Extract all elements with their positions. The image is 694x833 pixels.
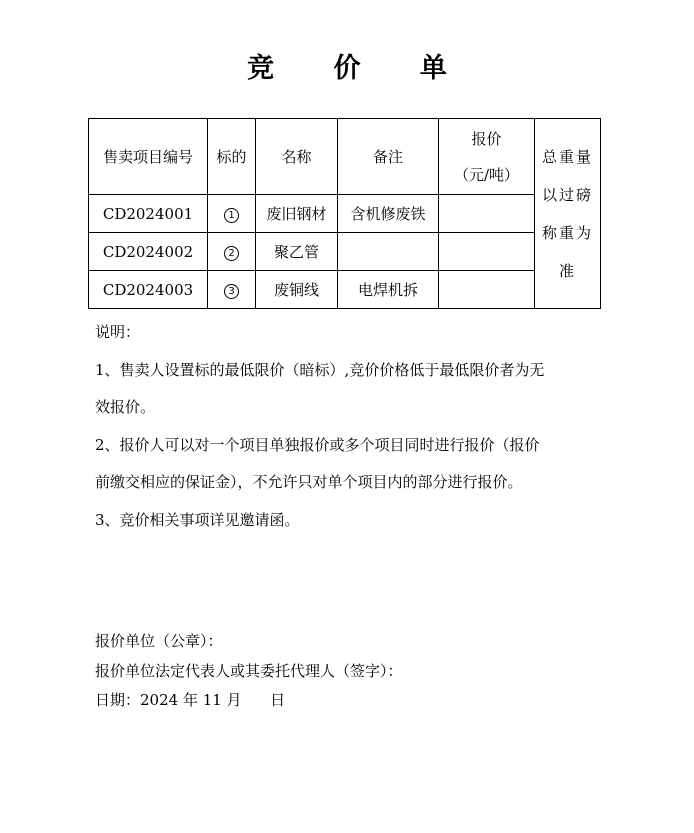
cell-name: 废铜线 [256, 271, 338, 309]
weight-note-line4: 准 [558, 261, 576, 280]
header-lot: 标的 [208, 119, 256, 195]
page-title: 竞 价 单 [247, 53, 472, 84]
cell-item-no: CD2024002 [89, 233, 208, 271]
lot-number-badge: 2 [224, 246, 239, 261]
table-row [89, 195, 601, 233]
notes-heading: 说明： [95, 323, 141, 341]
date-line: 日期：2024 年 11 月 日 [95, 691, 286, 709]
cell-item-no: CD2024001 [89, 195, 208, 233]
cell-price-input[interactable] [439, 233, 535, 271]
header-remark: 备注 [338, 119, 439, 195]
header-total-weight [535, 119, 601, 309]
weight-note-line1: 总重量 [541, 147, 593, 166]
bidder-unit-seal: 报价单位（公章）： [95, 632, 223, 650]
cell-price-input[interactable] [439, 271, 535, 309]
weight-note-line2: 以过磅 [541, 185, 593, 204]
cell-remark [338, 233, 439, 271]
note-1: 1、售卖人设置标的最低限价（暗标）,竞价价格低于最低限价者为无 [95, 360, 545, 379]
cell-price-input[interactable] [439, 195, 535, 233]
notes-section [95, 314, 605, 539]
note-2: 2、报价人可以对一个项目单独报价或多个项目同时进行报价（报价 [95, 435, 540, 454]
header-price [439, 119, 535, 195]
lot-number-badge: 1 [224, 208, 239, 223]
note-3: 3、竞价相关事项详见邀请函。 [95, 510, 300, 529]
bid-table [88, 118, 601, 309]
note-2-cont: 前缴交相应的保证金），不允许只对单个项目内的部分进行报价。 [95, 473, 523, 491]
table-header-row [89, 119, 601, 195]
cell-remark: 含机修废铁 [338, 195, 439, 233]
header-price-unit: （元/吨） [453, 165, 520, 184]
cell-lot [208, 195, 256, 233]
legal-representative-signature: 报价单位法定代表人或其委托代理人（签字）： [95, 661, 403, 680]
cell-item-no: CD2024003 [89, 271, 208, 309]
header-item-no: 售卖项目编号 [89, 119, 208, 195]
cell-name: 聚乙管 [256, 233, 338, 271]
cell-lot [208, 271, 256, 309]
header-price-label: 报价 [471, 129, 502, 148]
lot-number-badge: 3 [224, 284, 239, 299]
table-row [89, 233, 601, 271]
cell-lot [208, 233, 256, 271]
cell-remark: 电焊机拆 [338, 271, 439, 309]
note-1-cont: 效报价。 [95, 398, 156, 416]
table-row [89, 271, 601, 309]
weight-note-line3: 称重为 [541, 223, 593, 242]
cell-name: 废旧钢材 [256, 195, 338, 233]
header-name: 名称 [256, 119, 338, 195]
signature-section [95, 627, 615, 716]
